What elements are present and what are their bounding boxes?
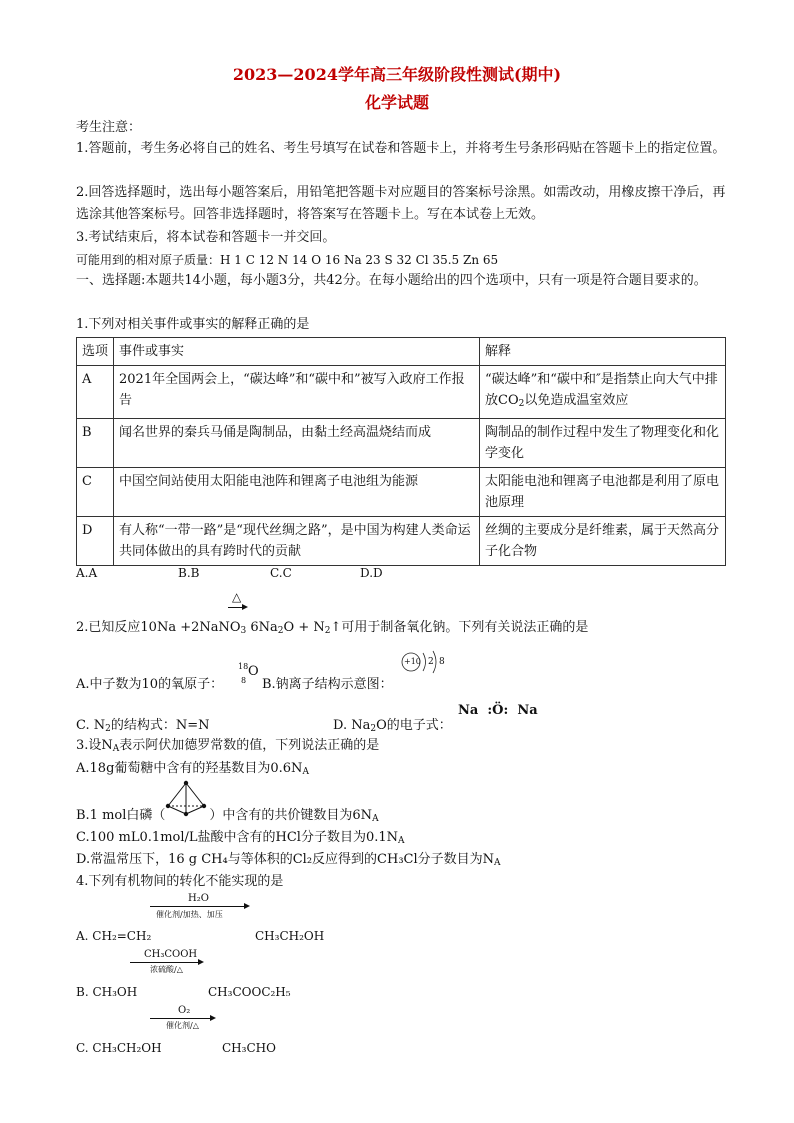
white-phosphorus-tetrahedron: [164, 780, 208, 820]
q1-option-a: A.A: [76, 566, 98, 580]
row-explain: 丝绸的主要成分是纤维素，属于天然高分子化合物: [480, 517, 726, 566]
q4b-product: CH₃COOC₂H₅: [208, 985, 291, 999]
p-p-bond: [168, 783, 186, 806]
q4c-reagent: O₂: [178, 1005, 191, 1016]
phosphorus-atom: [166, 804, 170, 808]
table-header-row: [77, 338, 726, 366]
q4-stem: 4.下列有机物间的转化不能实现的是: [76, 874, 284, 889]
p-p-bond: [186, 806, 204, 814]
q2-option-b: B.钠离子结构示意图：: [262, 677, 393, 692]
isotope-symbol: O: [248, 664, 259, 679]
q4c-product: CH₃CHO: [222, 1041, 276, 1055]
shell-1-electrons: 2: [428, 657, 434, 667]
header-explain: 解释: [480, 338, 726, 366]
section-1-intro: 一、选择题:本题共14小题，每小题3分，共42分。在每小题给出的四个选项中，只有一项是符合题目要求的。: [76, 273, 707, 288]
q1-option-c: C.C: [270, 566, 292, 580]
q1-option-b: B.B: [178, 566, 200, 580]
row-fact: 有人称“一带一路”是“现代丝绸之路”，是中国为构建人类命运共同体做出的具有跨时代的贡献: [114, 517, 480, 566]
q4a-reaction-arrow: [150, 906, 248, 907]
phosphorus-atom: [202, 804, 206, 808]
row-option: B: [77, 419, 114, 468]
q1-table: [76, 337, 726, 566]
row-fact: 2021年全国两会上，“碳达峰”和“碳中和”被写入政府工作报告: [114, 366, 480, 419]
q3-option-b: B.1 mol白磷（ ）中含有的共价键数目为$6N_A$: [76, 808, 379, 824]
q2-option-a: A.中子数为10的氧原子：: [76, 677, 224, 692]
q2-stem: 2.已知反应10Na +2NaNO$_3$ $6Na_2O$ + $N_2↑$可用于制备氧化钠。下列有关说法正确的是: [76, 620, 589, 636]
notice-item-2: 2.回答选择题时，选出每小题答案后，用铅笔把答题卡对应题目的答案标号涂黑。如需改动，用橡皮擦干净后，再选涂其他答案标号。回答非选择题时，将答案写在答题卡上。写在本试卷上无效。: [76, 185, 726, 222]
phosphorus-atom: [184, 781, 188, 785]
isotope-atomic-number: 8: [241, 676, 247, 685]
atomic-mass-line: 可能用到的相对原子质量：H 1 C 12 N 14 O 16 Na 23 S 32 Cl 35.5 Zn 65: [76, 253, 499, 267]
reaction-equals-line: [228, 607, 246, 608]
heat-delta-symbol: △: [232, 590, 242, 604]
row-explain: 陶制品的制作过程中发生了物理变化和化学变化: [480, 419, 726, 468]
table-row: [77, 366, 726, 419]
q3-option-d: D.常温常压下，16 g CH₄与等体积的Cl₂反应得到的CH₃Cl分子数目为$N_A$: [76, 852, 501, 868]
q4b-reactant: B. CH₃OH: [76, 985, 138, 999]
q4a-conditions: 催化剂/加热、加压: [156, 910, 223, 919]
notice-item-3: 3.考试结束后，将本试卷和答题卡一并交回。: [76, 230, 336, 245]
row-fact: 闻名世界的秦兵马俑是陶制品，由黏土经高温烧结而成: [114, 419, 480, 468]
header-option: 选项: [77, 338, 114, 366]
notice-item-1: 1.答题前，考生务必将自己的姓名、考生号填写在试卷和答题卡上，并将考生号条形码贴在答题卡上的指定位置。: [76, 141, 726, 156]
q4c-reactant: C. CH₃CH₂OH: [76, 1041, 162, 1055]
table-row: [77, 419, 726, 468]
row-option: D: [77, 517, 114, 566]
electron-shell-1: [423, 653, 426, 671]
phosphorus-atom: [184, 812, 188, 816]
q3-option-c: C.100 mL0.1mol/L盐酸中含有的HCl分子数目为$0.1N_A$: [76, 830, 405, 846]
q3-option-a: A.18g葡萄糖中含有的羟基数目为$0.6N_A$: [76, 761, 309, 777]
q4a-reagent: H₂O: [188, 893, 209, 904]
q4c-conditions: 催化剂/△: [166, 1021, 199, 1030]
q4c-reaction-arrow: [150, 1018, 214, 1019]
row-option: A: [77, 366, 114, 419]
p-p-bond: [186, 783, 204, 806]
row-option: C: [77, 468, 114, 517]
nucleus-charge: +10: [404, 657, 421, 666]
table-row: [77, 468, 726, 517]
q4b-reagent: CH₃COOH: [144, 949, 198, 960]
q2-option-d: D. $Na_2O$的电子式：: [333, 718, 452, 734]
exam-subject: 化学试题: [364, 93, 429, 112]
q4b-reaction-arrow: [130, 962, 202, 963]
q1-option-d: D.D: [360, 566, 383, 580]
exam-title: 2023—2024学年高三年级阶段性测试(期中): [232, 65, 562, 84]
isotope-mass-number: 18: [238, 662, 249, 671]
notice-heading: 考生注意：: [76, 120, 142, 135]
q4a-reactant: A. CH₂=CH₂: [76, 929, 152, 943]
q4b-conditions: 浓硫酸/△: [150, 965, 183, 974]
q4a-product: CH₃CH₂OH: [255, 929, 325, 943]
q1-stem: 1.下列对相关事件或事实的解释正确的是: [76, 317, 310, 332]
header-fact: 事件或事实: [114, 338, 480, 366]
table-row: [77, 517, 726, 566]
p-p-bond: [168, 806, 186, 814]
sodium-oxide-lewis-structure: Na :Ö: Na: [458, 703, 538, 718]
row-explain: 太阳能电池和锂离子电池都是利用了原电池原理: [480, 468, 726, 517]
q2-option-c: C. $N_2$的结构式：N=N: [76, 718, 210, 734]
row-explain: “碳达峰”和“碳中和″是指禁止向大气中排放$CO_2$以免造成温室效应: [480, 366, 726, 419]
row-fact: 中国空间站使用太阳能电池阵和锂离子电池组为能源: [114, 468, 480, 517]
q3-stem: 3.设$N_A$表示阿伏加德罗常数的值，下列说法正确的是: [76, 738, 380, 754]
shell-2-electrons: 8: [439, 657, 445, 667]
